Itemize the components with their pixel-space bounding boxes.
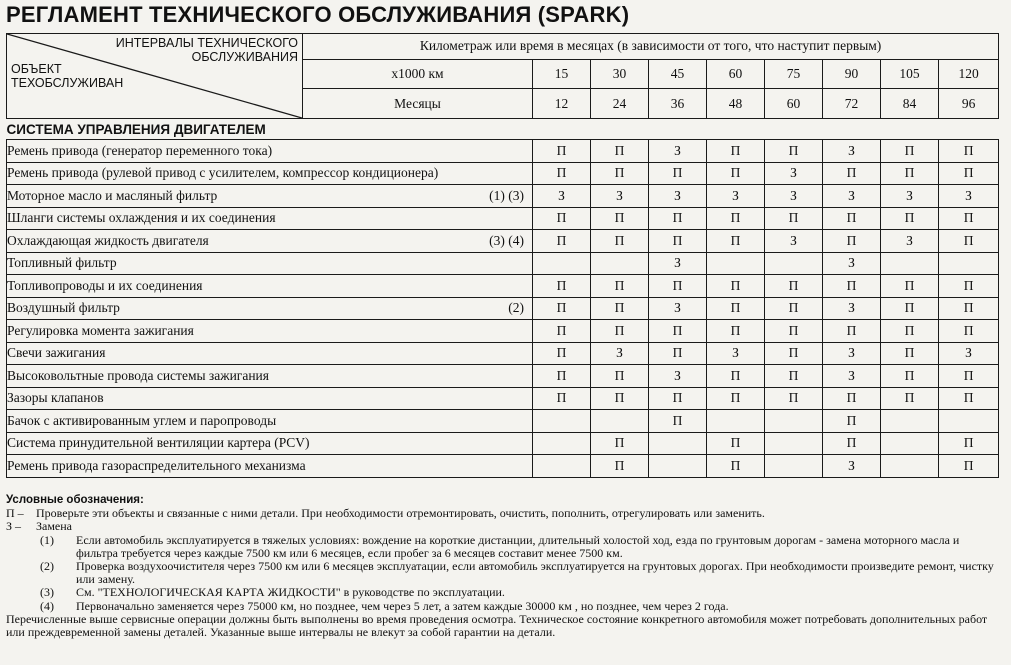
- months-unit-label: Месяцы: [303, 89, 533, 119]
- legend-p: [6, 507, 1004, 520]
- schedule-cell: П: [881, 387, 939, 410]
- item-name-wrapper: [7, 323, 532, 339]
- schedule-cell: З: [649, 297, 707, 320]
- intervals-label-line2: ОБСЛУЖИВАНИЯ: [191, 50, 298, 64]
- schedule-cell: П: [939, 207, 999, 230]
- item-name-wrapper: [7, 300, 532, 316]
- legend-p-key: П –: [6, 506, 24, 521]
- schedule-cell: П: [881, 140, 939, 163]
- item-name: Охлаждающая жидкость двигателя: [7, 232, 209, 248]
- legend-p-text: Проверьте эти объекты и связанные с ними детали. При необходимости отремонтировать, очистить, пополнить, отрегулировать или заменить.: [36, 506, 765, 521]
- schedule-cell: П: [533, 230, 591, 253]
- schedule-cell: П: [591, 320, 649, 343]
- schedule-cell: П: [823, 320, 881, 343]
- note-3: [6, 586, 1004, 599]
- schedule-cell: З: [707, 342, 765, 365]
- schedule-cell: П: [533, 140, 591, 163]
- item-name-cell: [7, 387, 533, 410]
- schedule-cell: П: [591, 207, 649, 230]
- schedule-cell: П: [649, 162, 707, 185]
- schedule-cell: З: [939, 342, 999, 365]
- note-2: [6, 560, 1004, 586]
- item-name-cell: [7, 342, 533, 365]
- schedule-cell: З: [823, 455, 881, 478]
- schedule-cell: П: [765, 387, 823, 410]
- object-label-line1: ОБЪЕКТ: [11, 62, 62, 76]
- month-interval-cell: 72: [823, 89, 881, 119]
- schedule-cell: [765, 455, 823, 478]
- item-name: Ремень привода газораспределительного механизма: [7, 457, 306, 473]
- schedule-cell: [765, 252, 823, 275]
- item-name-cell: [7, 455, 533, 478]
- schedule-cell: П: [707, 365, 765, 388]
- schedule-cell: П: [533, 207, 591, 230]
- schedule-cell: П: [649, 275, 707, 298]
- item-name-wrapper: [7, 345, 532, 361]
- item-name-cell: [7, 275, 533, 298]
- schedule-cell: [881, 410, 939, 433]
- table-row: [7, 297, 999, 320]
- header-corner-cell: [7, 34, 303, 119]
- schedule-cell: З: [823, 342, 881, 365]
- note-3-key: (3): [40, 585, 54, 600]
- schedule-cell: П: [939, 387, 999, 410]
- note-4-text: Первоначально заменяется через 75000 км, но позднее, чем через 5 лет, а затем каждые 30000 км , но позднее, чем через 2 года.: [76, 598, 729, 613]
- item-note-ref: (3) (4): [489, 232, 524, 248]
- schedule-cell: П: [533, 320, 591, 343]
- item-name-cell: [7, 162, 533, 185]
- schedule-cell: З: [765, 230, 823, 253]
- schedule-cell: [765, 410, 823, 433]
- schedule-cell: [533, 410, 591, 433]
- schedule-cell: П: [765, 297, 823, 320]
- section-title: СИСТЕМА УПРАВЛЕНИЯ ДВИГАТЕЛЕМ: [7, 119, 999, 140]
- km-unit-label: x1000 км: [303, 59, 533, 89]
- item-name: Воздушный фильтр: [7, 300, 120, 316]
- month-interval-cell: 12: [533, 89, 591, 119]
- legend-z-key: З –: [6, 519, 22, 534]
- schedule-cell: З: [649, 140, 707, 163]
- schedule-cell: П: [765, 365, 823, 388]
- item-name: Топливопроводы и их соединения: [7, 277, 203, 293]
- schedule-cell: З: [649, 365, 707, 388]
- item-name-cell: [7, 140, 533, 163]
- schedule-cell: П: [591, 387, 649, 410]
- km-interval-cell: 105: [881, 59, 939, 89]
- schedule-cell: П: [939, 365, 999, 388]
- schedule-cell: П: [591, 297, 649, 320]
- schedule-cell: П: [649, 320, 707, 343]
- schedule-cell: П: [649, 387, 707, 410]
- schedule-cell: З: [823, 185, 881, 208]
- item-name: Регулировка момента зажигания: [7, 322, 194, 338]
- km-interval-cell: 60: [707, 59, 765, 89]
- schedule-cell: З: [823, 252, 881, 275]
- note-3-text: См. "ТЕХНОЛОГИЧЕСКАЯ КАРТА ЖИДКОСТИ" в руководстве по эксплуатации.: [76, 585, 505, 600]
- intervals-label-line1: ИНТЕРВАЛЫ ТЕХНИЧЕСКОГО: [115, 36, 298, 50]
- table-row: [7, 140, 999, 163]
- table-row: [7, 207, 999, 230]
- schedule-cell: [533, 455, 591, 478]
- schedule-cell: П: [707, 275, 765, 298]
- legend-heading: Условные обозначения:: [6, 494, 144, 506]
- schedule-cell: П: [765, 342, 823, 365]
- table-row: [7, 252, 999, 275]
- legend-z-text: Замена: [36, 519, 73, 534]
- note-2-text: Проверка воздухоочистителя через 7500 км или 6 месяцев эксплуатации, если автомобиль эксплуатируется на грунтовых дорогах. При необходимости произведите ремонт, чистку или замену.: [76, 559, 994, 587]
- schedule-cell: З: [649, 185, 707, 208]
- month-interval-cell: 60: [765, 89, 823, 119]
- schedule-cell: П: [881, 297, 939, 320]
- schedule-cell: П: [939, 455, 999, 478]
- item-name-wrapper: [7, 278, 532, 294]
- km-interval-cell: 90: [823, 59, 881, 89]
- schedule-cell: П: [881, 207, 939, 230]
- schedule-cell: П: [707, 455, 765, 478]
- schedule-cell: [765, 432, 823, 455]
- schedule-cell: П: [649, 410, 707, 433]
- schedule-cell: П: [881, 365, 939, 388]
- schedule-cell: З: [765, 185, 823, 208]
- object-label: [11, 62, 123, 90]
- schedule-cell: П: [765, 140, 823, 163]
- schedule-cell: П: [823, 432, 881, 455]
- schedule-cell: П: [707, 162, 765, 185]
- km-interval-cell: 75: [765, 59, 823, 89]
- schedule-cell: П: [591, 365, 649, 388]
- item-name-wrapper: [7, 458, 532, 474]
- schedule-cell: З: [591, 342, 649, 365]
- schedule-cell: П: [765, 320, 823, 343]
- item-note-ref: (2): [508, 300, 524, 316]
- table-row: [7, 432, 999, 455]
- schedule-cell: П: [707, 230, 765, 253]
- schedule-cell: [707, 252, 765, 275]
- schedule-cell: [533, 432, 591, 455]
- table-row: [7, 365, 999, 388]
- item-name-cell: [7, 207, 533, 230]
- table-row: [7, 320, 999, 343]
- note-1-text: Если автомобиль эксплуатируется в тяжелых условиях: вождение на короткие дистанции, длительный холостой ход, езда по грунтовым дорогам - замена моторного масла и фильтра требуется через каждые 7500 км или 6 месяцев, если пробег за 6 месяцев составит менее 7500 км.: [76, 532, 960, 560]
- schedule-cell: [881, 432, 939, 455]
- item-name-wrapper: [7, 435, 532, 451]
- schedule-cell: П: [707, 297, 765, 320]
- schedule-cell: П: [591, 432, 649, 455]
- footer-text: Перечисленные выше сервисные операции должны быть выполнены во время проведения осмотра. Техническое состояние конкретного автомобиля может потребовать дополнительных работ или преждевременной замены деталей. Указанные выше интервалы не влекут за собой гарантии на детали.: [6, 611, 988, 640]
- schedule-cell: П: [939, 275, 999, 298]
- item-name-cell: [7, 320, 533, 343]
- item-name: Свечи зажигания: [7, 345, 106, 361]
- item-name-wrapper: [7, 390, 532, 406]
- schedule-cell: [649, 432, 707, 455]
- schedule-cell: З: [591, 185, 649, 208]
- schedule-cell: П: [881, 320, 939, 343]
- schedule-cell: П: [823, 410, 881, 433]
- object-label-line2: ТЕХОБСЛУЖИВАН: [11, 76, 124, 90]
- item-name: Ремень привода (рулевой привод с усилителем, компрессор кондиционера): [7, 165, 439, 181]
- schedule-cell: П: [881, 342, 939, 365]
- item-name-wrapper: [7, 368, 532, 384]
- km-interval-cell: 45: [649, 59, 707, 89]
- note-1-key: (1): [40, 532, 54, 547]
- item-name-wrapper: [7, 255, 532, 271]
- item-name: Высоковольтные провода системы зажигания: [7, 367, 269, 383]
- schedule-cell: П: [939, 320, 999, 343]
- item-name-wrapper: [7, 413, 532, 429]
- schedule-cell: П: [591, 140, 649, 163]
- schedule-cell: П: [533, 275, 591, 298]
- schedule-cell: П: [591, 230, 649, 253]
- month-interval-cell: 48: [707, 89, 765, 119]
- item-name-wrapper: [7, 210, 532, 226]
- schedule-cell: П: [823, 275, 881, 298]
- table-row: [7, 455, 999, 478]
- schedule-cell: П: [823, 387, 881, 410]
- interval-span-header: Километраж или время в месяцах (в зависимости от того, что наступит первым): [303, 34, 999, 60]
- schedule-cell: П: [533, 365, 591, 388]
- month-interval-cell: 36: [649, 89, 707, 119]
- schedule-cell: П: [765, 207, 823, 230]
- month-interval-cell: 24: [591, 89, 649, 119]
- schedule-cell: П: [707, 140, 765, 163]
- km-interval-cell: 120: [939, 59, 999, 89]
- schedule-cell: П: [533, 162, 591, 185]
- item-name: Топливный фильтр: [7, 255, 117, 271]
- item-name-cell: [7, 185, 533, 208]
- table-row: [7, 162, 999, 185]
- km-interval-cell: 15: [533, 59, 591, 89]
- intervals-label: [116, 36, 298, 64]
- schedule-cell: З: [939, 185, 999, 208]
- item-name: Ремень привода (генератор переменного тока): [7, 142, 273, 158]
- schedule-cell: П: [649, 230, 707, 253]
- table-row: [7, 387, 999, 410]
- table-row: [7, 410, 999, 433]
- schedule-cell: П: [939, 162, 999, 185]
- schedule-cell: [939, 252, 999, 275]
- schedule-cell: П: [591, 275, 649, 298]
- schedule-cell: П: [649, 342, 707, 365]
- schedule-cell: П: [591, 455, 649, 478]
- item-name: Зазоры клапанов: [7, 390, 104, 406]
- schedule-cell: П: [707, 432, 765, 455]
- schedule-cell: П: [533, 342, 591, 365]
- item-name-cell: [7, 230, 533, 253]
- item-name-cell: [7, 252, 533, 275]
- item-name: Шланги системы охлаждения и их соединения: [7, 210, 276, 226]
- schedule-cell: П: [939, 140, 999, 163]
- schedule-cell: [881, 455, 939, 478]
- schedule-cell: П: [533, 387, 591, 410]
- schedule-cell: П: [765, 275, 823, 298]
- schedule-cell: З: [533, 185, 591, 208]
- schedule-cell: З: [823, 140, 881, 163]
- item-name-wrapper: [7, 165, 532, 181]
- schedule-cell: [533, 252, 591, 275]
- legend-notes: [6, 494, 1004, 639]
- schedule-cell: П: [823, 207, 881, 230]
- item-name: Бачок с активированным углем и паропроводы: [7, 412, 277, 428]
- item-name-wrapper: [7, 143, 532, 159]
- table-row: [7, 275, 999, 298]
- schedule-cell: З: [823, 297, 881, 320]
- item-name-cell: [7, 297, 533, 320]
- schedule-cell: [591, 252, 649, 275]
- item-note-ref: (1) (3): [489, 187, 524, 203]
- item-name-wrapper: [7, 188, 532, 204]
- item-name-cell: [7, 365, 533, 388]
- schedule-cell: П: [707, 207, 765, 230]
- note-4-key: (4): [40, 598, 54, 613]
- item-name: Моторное масло и масляный фильтр: [7, 187, 218, 203]
- table-row: [7, 342, 999, 365]
- schedule-cell: З: [881, 185, 939, 208]
- note-4: [6, 600, 1004, 613]
- schedule-cell: П: [823, 230, 881, 253]
- schedule-cell: З: [823, 365, 881, 388]
- schedule-cell: З: [707, 185, 765, 208]
- schedule-cell: П: [823, 162, 881, 185]
- schedule-cell: П: [881, 162, 939, 185]
- schedule-cell: П: [939, 297, 999, 320]
- schedule-cell: З: [765, 162, 823, 185]
- item-name: Система принудительной вентиляции картера (PCV): [7, 435, 310, 451]
- schedule-cell: [881, 252, 939, 275]
- schedule-cell: П: [533, 297, 591, 320]
- schedule-cell: [707, 410, 765, 433]
- item-name-cell: [7, 432, 533, 455]
- schedule-cell: [591, 410, 649, 433]
- month-interval-cell: 84: [881, 89, 939, 119]
- schedule-cell: П: [881, 275, 939, 298]
- schedule-cell: З: [881, 230, 939, 253]
- note-2-key: (2): [40, 559, 54, 574]
- schedule-cell: П: [649, 207, 707, 230]
- schedule-cell: П: [591, 162, 649, 185]
- schedule-cell: [939, 410, 999, 433]
- schedule-cell: П: [939, 432, 999, 455]
- month-interval-cell: 96: [939, 89, 999, 119]
- schedule-cell: П: [707, 387, 765, 410]
- item-name-wrapper: [7, 233, 532, 249]
- table-row: [7, 230, 999, 253]
- schedule-cell: [649, 455, 707, 478]
- note-1: [6, 534, 1004, 560]
- legend-z: [6, 520, 1004, 533]
- table-row: [7, 185, 999, 208]
- schedule-cell: П: [939, 230, 999, 253]
- schedule-cell: П: [707, 320, 765, 343]
- item-name-cell: [7, 410, 533, 433]
- maintenance-table: [6, 33, 999, 478]
- page-title: РЕГЛАМЕНТ ТЕХНИЧЕСКОГО ОБСЛУЖИВАНИЯ (SPARK): [6, 2, 630, 27]
- schedule-cell: З: [649, 252, 707, 275]
- km-interval-cell: 30: [591, 59, 649, 89]
